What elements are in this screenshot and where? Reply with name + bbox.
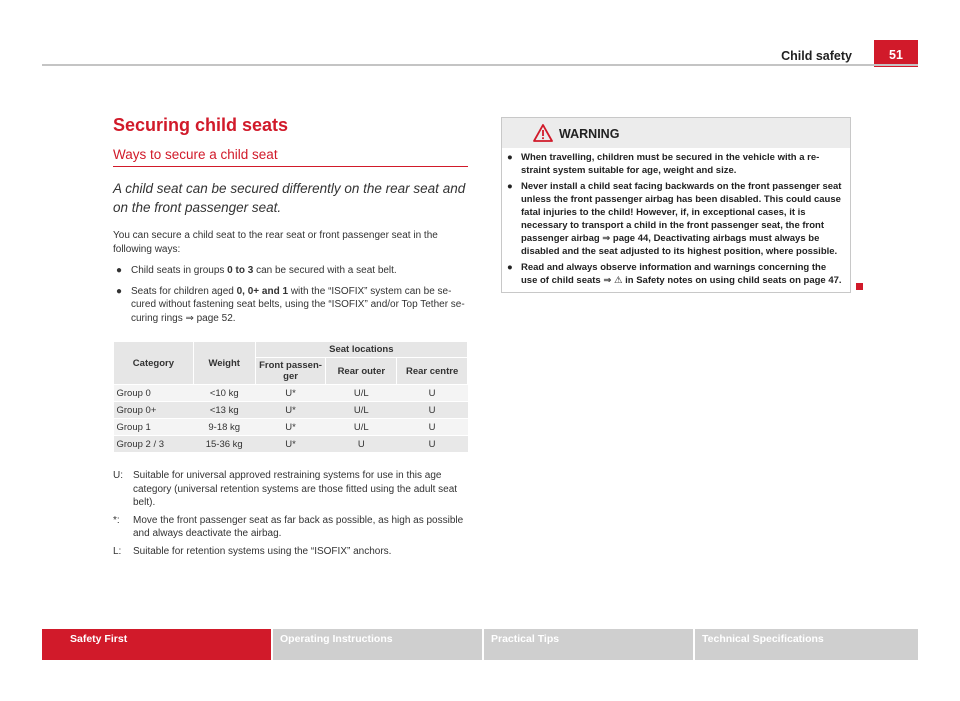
cell-rear-centre: U	[397, 385, 468, 402]
cell-rear-outer: U/L	[326, 419, 397, 436]
footer-nav	[42, 629, 918, 660]
cell-rear-centre: U	[397, 436, 468, 453]
body-paragraph: You can secure a child seat to the rear seat or front passenger seat in the following ways:	[113, 230, 438, 255]
bullet-text-post: with the “ISOFIX” system can be secured without fastening seat belts, using the “ISOFIX” and/or Top Tether securing rings ⇒ page 52.	[131, 285, 465, 324]
warning-item	[506, 151, 844, 177]
seat-location-table	[113, 341, 468, 453]
warning-title: WARNING	[559, 127, 620, 141]
warning-box	[501, 117, 851, 293]
warning-item-text: Never install a child seat facing backwards on the front passenger seat unless the front passenger airbag has been disabled. This could cause fatal injuries to the child! However, if, in exceptional cases, it is necessary to transport a child in the front passenger seat, the front passenger airbag ⇒ page 44, Deactivating airbags must always be disabled and the seat adjusted to its highest position, where possible.	[521, 181, 842, 257]
bullet-text-post: can be secured with a seat belt.	[253, 265, 397, 276]
tab-practical-tips[interactable]: Practical Tips	[484, 629, 693, 660]
bullet-icon: ●	[507, 262, 513, 273]
warning-item	[506, 261, 844, 287]
warning-header	[502, 118, 850, 148]
article-subtitle: Ways to secure a child seat	[113, 147, 468, 167]
table-row	[114, 419, 468, 436]
header-rule	[42, 64, 918, 66]
cell-rear-centre: U	[397, 419, 468, 436]
table-row	[114, 385, 468, 402]
bullet-icon: ●	[507, 152, 513, 163]
header-category: Category	[114, 342, 194, 385]
note-text: Move the front passenger seat as far back as possible, as high as possible and always deactivate the airbag.	[133, 514, 464, 539]
cell-rear-outer: U/L	[326, 402, 397, 419]
header-seat-locations: Seat locations	[255, 342, 467, 358]
section-end-marker	[856, 283, 863, 290]
warning-body	[502, 148, 850, 287]
cell-weight: <13 kg	[193, 402, 255, 419]
note-item	[113, 469, 468, 510]
header-front-passenger: Front passenger	[255, 358, 326, 385]
bullet-icon: ●	[507, 181, 513, 192]
note-text: Suitable for retention systems using the “ISOFIX” anchors.	[133, 545, 392, 557]
intro-text: A child seat can be secured differently on the rear seat and on the front passenger seat.	[113, 181, 466, 215]
cell-front: U*	[255, 402, 326, 419]
note-key: L:	[113, 545, 122, 557]
warning-item	[506, 180, 844, 258]
cell-rear-centre: U	[397, 402, 468, 419]
cell-category: Group 2 / 3	[114, 436, 194, 453]
bullet-item	[113, 264, 468, 278]
bullet-icon: ●	[116, 285, 123, 297]
cell-weight: 9-18 kg	[193, 419, 255, 436]
bullet-text-pre: Child seats in groups	[131, 265, 228, 276]
bullet-text-pre: Seats for children aged	[131, 285, 237, 297]
bullet-text-bold: 0, 0+ and 1	[236, 285, 289, 297]
cell-category: Group 1	[114, 419, 194, 436]
cell-category: Group 0+	[114, 402, 194, 419]
table-row	[114, 436, 468, 453]
header-rear-outer: Rear outer	[326, 358, 397, 385]
tab-technical-specifications[interactable]: Technical Specifications	[695, 629, 918, 660]
cell-weight: 15-36 kg	[193, 436, 255, 453]
bullet-text-bold: 0 to 3	[227, 265, 254, 276]
note-key: U:	[113, 470, 123, 481]
cell-rear-outer: U/L	[326, 385, 397, 402]
article	[113, 115, 468, 562]
table-notes	[113, 469, 468, 558]
section-title: Child safety	[781, 49, 852, 63]
warning-item-text: When travelling, children must be secured in the vehicle with a restraint system suitable for age, weight and size.	[521, 152, 820, 176]
cell-front: U*	[255, 419, 326, 436]
header-rear-centre: Rear centre	[397, 358, 468, 385]
warning-triangle-icon	[533, 124, 553, 142]
bullet-icon: ●	[116, 265, 123, 276]
bullet-item	[113, 285, 468, 326]
header-weight: Weight	[193, 342, 255, 385]
cell-rear-outer: U	[326, 436, 397, 453]
note-item	[113, 514, 468, 541]
cell-front: U*	[255, 385, 326, 402]
tab-operating-instructions[interactable]: Operating Instructions	[273, 629, 482, 660]
article-title: Securing child seats	[113, 115, 289, 135]
note-text: Suitable for universal approved restraining systems for use in this age category (universal retention systems are those fitted using the adult seat belt).	[133, 470, 458, 508]
warning-item-text: Read and always observe information and warnings concerning the use of child seats ⇒ ⚠ in Safety notes on using child seats on page 47.	[521, 262, 842, 286]
cell-front: U*	[255, 436, 326, 453]
tab-safety-first[interactable]: Safety First	[42, 629, 271, 660]
note-item	[113, 545, 468, 559]
note-key: *:	[113, 514, 120, 526]
cell-category: Group 0	[114, 385, 194, 402]
page-number: 51	[874, 40, 918, 67]
table-row	[114, 402, 468, 419]
cell-weight: <10 kg	[193, 385, 255, 402]
